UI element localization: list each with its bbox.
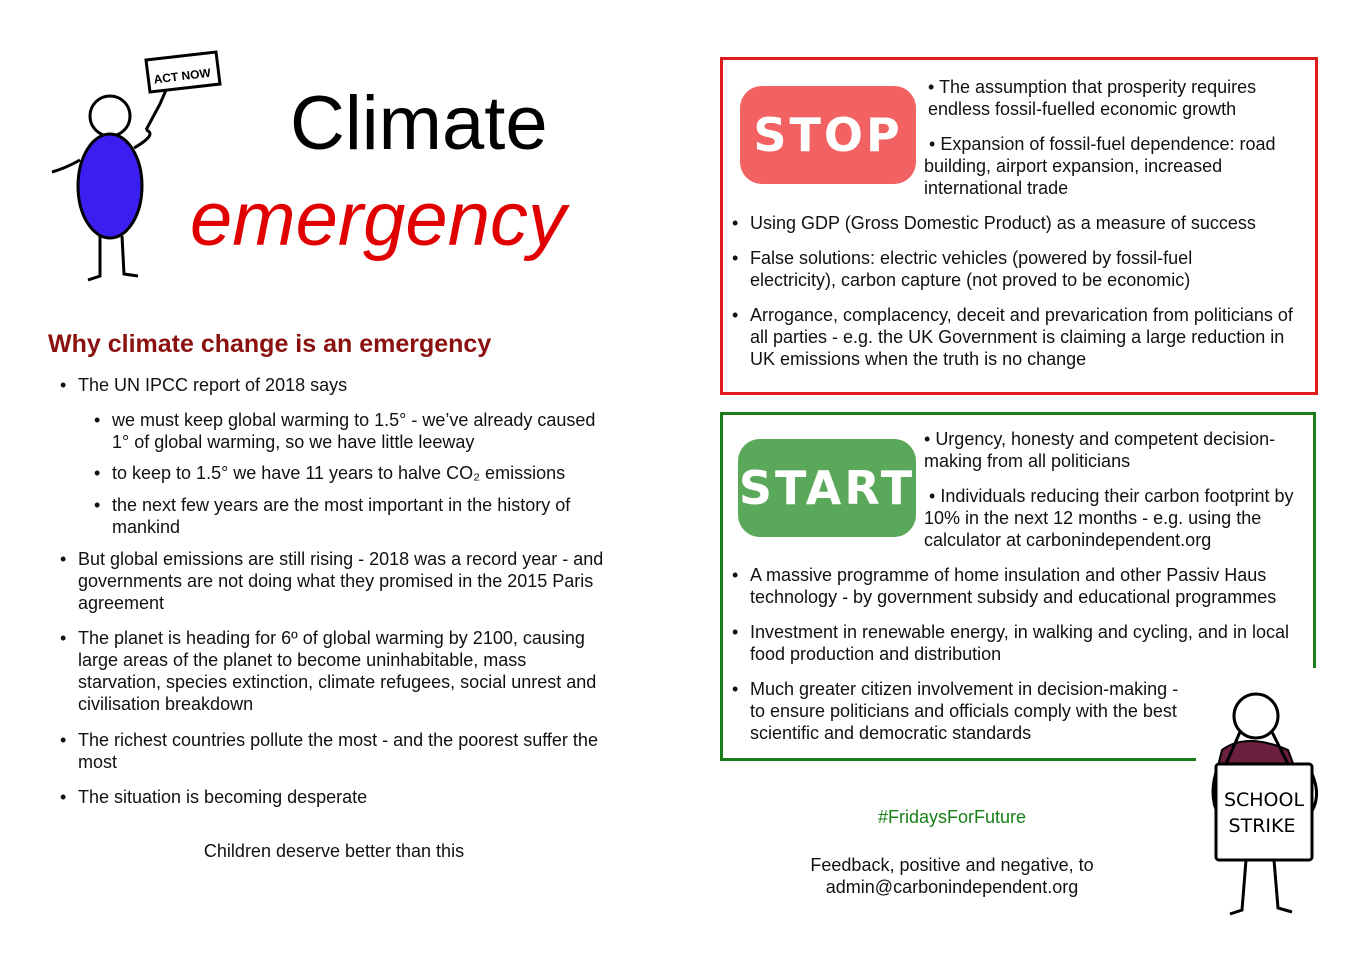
bullet-dot: • — [924, 429, 936, 449]
stop-badge: STOP — [740, 86, 916, 184]
bullet-dot: • — [732, 248, 739, 268]
stop-item — [928, 76, 1303, 120]
bullet-dot: • — [732, 565, 739, 585]
start-badge: START — [738, 439, 916, 537]
bullet-dot: • — [924, 134, 941, 154]
why-bullet — [60, 729, 618, 773]
title-emergency: emergency — [190, 177, 566, 262]
start-item — [732, 564, 1312, 608]
start-item-text: A massive programme of home insulation and other Passiv Haus technology - by government subsidy and educational programmes — [750, 565, 1277, 607]
closing-text: Children deserve better than this — [203, 841, 465, 861]
why-bullet-text: The planet is heading for 6º of global warming by 2100, causing large areas of the planet to become uninhabitable, mass starvation, species extinction, climate refugees, social unrest and civilisation breakdown — [78, 628, 597, 714]
why-bullet-text: The richest countries pollute the most - and the poorest suffer the most — [78, 730, 598, 772]
sub-bullet — [94, 409, 612, 453]
bullet-dot: • — [60, 787, 67, 807]
sub-bullet-text: to keep to 1.5° we have 11 years to halve CO₂ emissions — [112, 463, 566, 483]
sub-bullet — [94, 462, 612, 484]
stop-item — [732, 304, 1312, 370]
stop-item-text: Using GDP (Gross Domestic Product) as a measure of success — [750, 213, 1256, 233]
bullet-dot: • — [928, 77, 939, 97]
stop-item-text: Expansion of fossil-fuel dependence: road building, airport expansion, increased international trade — [924, 134, 1276, 198]
why-bullet — [60, 627, 608, 715]
why-bullet — [60, 786, 618, 808]
bullet-dot: • — [732, 679, 739, 699]
bullet-dot: • — [60, 549, 67, 569]
stop-item-text: False solutions: electric vehicles (powered by fossil-fuel electricity), carbon capture (not proved to be economic) — [750, 248, 1193, 290]
why-bullet — [60, 548, 623, 614]
bullet-dot: • — [60, 375, 67, 395]
why-bullet-text: But global emissions are still rising - 2018 was a record year - and governments are not doing what they promised in the 2015 Paris agreement — [78, 549, 604, 613]
sub-bullet-text: the next few years are the most important in the history of mankind — [112, 495, 571, 537]
bullet-dot: • — [732, 622, 739, 642]
start-item — [924, 428, 1309, 472]
bullet-dot: • — [924, 486, 941, 506]
start-item-text: Much greater citizen involvement in decision-making - to ensure politicians and officials comply with the best scientific and democratic standards — [750, 679, 1179, 743]
sub-bullet-text: we must keep global warming to 1.5° - we’ve already caused 1° of global warming, so we have little leeway — [112, 410, 596, 452]
bullet-dot: • — [94, 495, 101, 515]
school-sign-line2: STRIKE — [1228, 815, 1296, 837]
sign-text: ACT NOW — [152, 65, 212, 87]
why-heading: Why climate change is an emergency — [48, 330, 492, 358]
ipcc-bullet — [60, 374, 618, 396]
bullet-dot: • — [60, 730, 67, 750]
bullet-dot: • — [732, 305, 739, 325]
school-sign-line1: SCHOOL — [1223, 789, 1305, 811]
stop-item — [732, 247, 1250, 291]
ipcc-text: The UN IPCC report of 2018 says — [78, 375, 348, 395]
stop-item — [732, 212, 1310, 234]
start-item — [732, 621, 1300, 665]
feedback-text: Feedback, positive and negative, to — [810, 855, 1094, 875]
sub-bullet — [94, 494, 612, 538]
bullet-dot: • — [94, 463, 101, 483]
school-strike-figure — [1200, 684, 1330, 924]
title-climate: Climate — [290, 81, 548, 166]
why-bullet-text: The situation is becoming desperate — [78, 787, 368, 807]
stop-item-text: The assumption that prosperity requires endless fossil-fuelled economic growth — [928, 77, 1257, 119]
stop-item-text: Arrogance, complacency, deceit and prevarication from politicians of all parties - e.g. the UK Government is claiming a large reduction in UK emissions when the truth is no change — [750, 305, 1293, 369]
email-link[interactable]: admin@carbonindependent.org — [825, 877, 1079, 897]
bullet-dot: • — [94, 410, 101, 430]
start-item — [924, 485, 1312, 551]
start-item — [732, 678, 1190, 744]
start-item-text: Individuals reducing their carbon footprint by 10% in the next 12 months - e.g. using the calculator at carbonindependent.org — [924, 486, 1294, 550]
bullet-dot: • — [732, 213, 739, 233]
hashtag-link[interactable]: #FridaysForFuture — [877, 807, 1027, 827]
bullet-dot: • — [60, 628, 67, 648]
start-item-text: Investment in renewable energy, in walking and cycling, and in local food production and distribution — [750, 622, 1289, 664]
start-item-text: Urgency, honesty and competent decision-making from all politicians — [924, 429, 1276, 471]
stop-item — [924, 133, 1304, 199]
